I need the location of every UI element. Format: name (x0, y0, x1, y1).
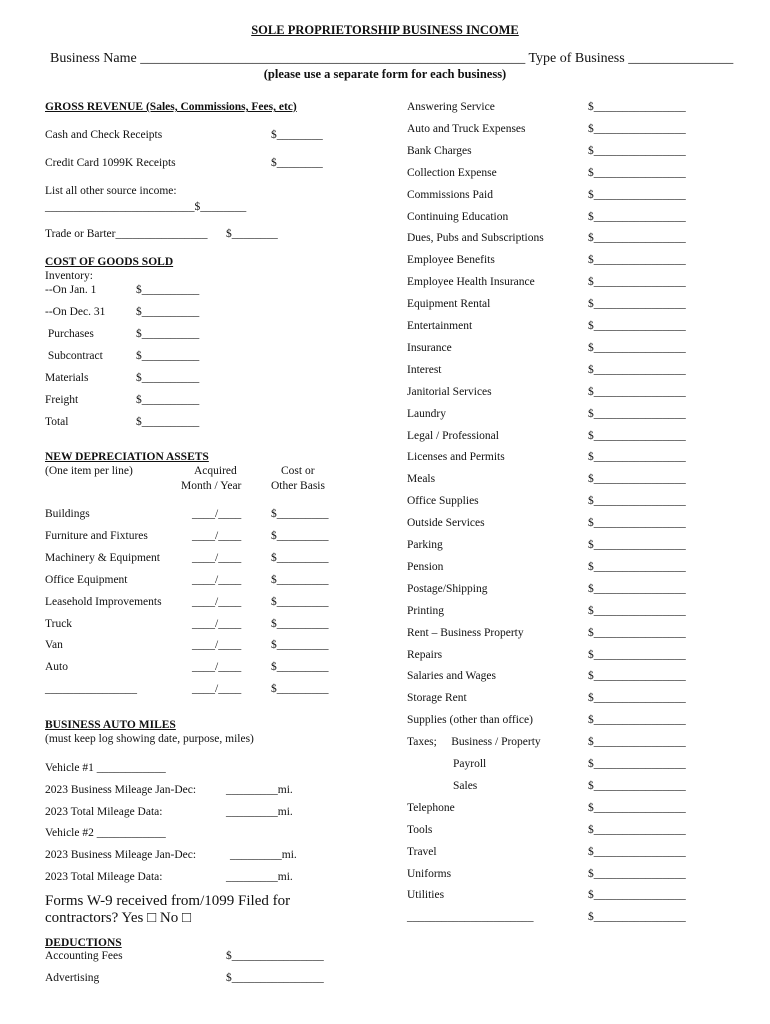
depreciation-row-date[interactable]: ____/____ (192, 508, 242, 520)
depreciation-row-date[interactable]: ____/____ (192, 683, 242, 696)
business-name-line[interactable]: Business Name _______________________________________________________ Type of Business _______________ (50, 51, 734, 66)
expense-row-label: ______________________ (407, 911, 534, 924)
expense-row-field[interactable]: $________________ (588, 626, 686, 639)
expense-row-label: Employee Health Insurance (407, 276, 535, 289)
expense-row-label: Outside Services (407, 517, 485, 530)
expense-row-field[interactable]: $________________ (588, 210, 686, 223)
expense-row-label: Legal / Professional (407, 429, 499, 442)
expense-row-field[interactable]: $________________ (588, 298, 686, 311)
auto-miles-header: BUSINESS AUTO MILES (45, 719, 176, 731)
depreciation-row-amount[interactable]: $_________ (271, 508, 329, 520)
expense-row-label: Utilities (407, 889, 445, 902)
v1-business-mileage-label: 2023 Business Mileage Jan-Dec: (45, 784, 197, 796)
depreciation-row-date[interactable]: ____/____ (192, 595, 242, 608)
expense-row-label: Payroll (453, 758, 487, 770)
expense-row-label: Storage Rent (407, 692, 467, 705)
expense-row-label: Office Supplies (407, 495, 479, 508)
depreciation-header: NEW DEPRECIATION ASSETS (45, 451, 209, 463)
expense-row-field[interactable]: $________________ (588, 517, 686, 530)
expense-row-field[interactable]: $________________ (588, 320, 686, 332)
expense-row-label: Entertainment (407, 320, 473, 332)
v2-total-mileage-field[interactable]: _________mi. (226, 871, 293, 883)
cogs-row-field[interactable]: $__________ (136, 350, 200, 362)
expense-row-field[interactable]: $________________ (588, 429, 686, 442)
depreciation-row-amount[interactable]: $_________ (271, 551, 329, 564)
expense-row-label: Parking (407, 539, 443, 551)
expense-row-field[interactable]: $________________ (588, 779, 686, 792)
expense-row-field[interactable]: $________________ (588, 736, 686, 749)
depreciation-row-date[interactable]: ____/____ (192, 573, 242, 586)
vehicle-2-field[interactable]: Vehicle #2 ____________ (45, 827, 166, 839)
expense-row-label: Dues, Pubs and Subscriptions (407, 232, 544, 245)
depreciation-row-amount[interactable]: $_________ (271, 595, 329, 608)
expense-row-label: Travel (407, 845, 437, 858)
deduction-row-label: Advertising (45, 972, 100, 984)
deduction-row-field[interactable]: $________________ (226, 972, 324, 984)
v1-total-mileage-label: 2023 Total Mileage Data: (45, 806, 163, 818)
depreciation-row-label: Van (45, 639, 63, 652)
expense-row-label: Bank Charges (407, 144, 472, 157)
cogs-row-label: Materials (45, 372, 89, 384)
expense-row-label: Tools (407, 823, 433, 836)
expense-row-field[interactable]: $________________ (588, 823, 686, 836)
depreciation-row-date[interactable]: ____/____ (192, 661, 242, 674)
cash-receipts-field[interactable]: $________ (271, 129, 323, 141)
cogs-row-field[interactable]: $__________ (136, 372, 200, 384)
expense-row-label: Printing (407, 604, 445, 617)
expense-row-field[interactable]: $________________ (588, 101, 686, 113)
depreciation-sub: (One item per line) (45, 465, 133, 477)
cogs-row-field[interactable]: $__________ (136, 306, 200, 318)
expense-row-label: Interest (407, 363, 442, 376)
depreciation-row-date[interactable]: ____/____ (192, 639, 242, 652)
cogs-row-label: Freight (45, 394, 79, 406)
other-income-label: List all other source income: (45, 185, 177, 197)
depreciation-row-date[interactable]: ____/____ (192, 551, 242, 564)
depreciation-row-amount[interactable]: $_________ (271, 639, 329, 652)
expense-row-label: Commissions Paid (407, 188, 493, 201)
expense-row-field[interactable]: $________________ (588, 363, 686, 376)
expense-row-label: Rent – Business Property (407, 626, 524, 639)
vehicle-1-field[interactable]: Vehicle #1 ____________ (45, 762, 166, 774)
cogs-row-label: --On Jan. 1 (45, 284, 97, 296)
expense-row-field[interactable]: $________________ (588, 188, 686, 201)
depreciation-row-label: Leasehold Improvements (45, 595, 162, 608)
expense-row-label: Employee Benefits (407, 254, 495, 267)
w9-question-checkboxes[interactable]: contractors? Yes □ No □ (45, 910, 192, 926)
gross-revenue-header: GROSS REVENUE (Sales, Commissions, Fees, etc) (45, 101, 297, 113)
expense-row-label: Licenses and Permits (407, 451, 505, 464)
expense-row-field[interactable]: $________________ (588, 122, 686, 135)
cogs-row-label: Subcontract (45, 350, 103, 362)
deductions-header: DEDUCTIONS (45, 937, 122, 949)
expense-row-field[interactable]: $________________ (588, 166, 686, 179)
expense-row-field[interactable]: $________________ (588, 604, 686, 617)
depreciation-row-label: Machinery & Equipment (45, 551, 160, 564)
form-subtitle: (please use a separate form for each business) (263, 67, 507, 81)
depreciation-row-date[interactable]: ____/____ (192, 529, 242, 542)
expense-row-field[interactable]: $________________ (588, 648, 686, 661)
cogs-row-field[interactable]: $__________ (136, 328, 200, 340)
month-year-col-header: Month / Year (181, 480, 242, 492)
cogs-row-label: --On Dec. 31 (45, 306, 106, 318)
v2-business-mileage-label: 2023 Business Mileage Jan-Dec: (45, 849, 197, 861)
expense-row-field[interactable]: $________________ (588, 254, 686, 267)
expense-row-field[interactable]: $________________ (588, 276, 686, 289)
deduction-row-field[interactable]: $________________ (226, 950, 324, 962)
expense-row-field[interactable]: $________________ (588, 714, 686, 727)
depreciation-row-label: Buildings (45, 508, 90, 520)
cogs-row-field[interactable]: $__________ (136, 394, 200, 406)
v1-business-mileage-field[interactable]: _________mi. (226, 784, 293, 796)
expense-row-label: Telephone (407, 801, 455, 814)
expense-row-field[interactable]: $________________ (588, 867, 686, 880)
expense-row-label: Uniforms (407, 867, 452, 880)
expense-row-label: Postage/Shipping (407, 582, 488, 595)
deduction-row-label: Accounting Fees (45, 950, 123, 962)
expense-row-label: Janitorial Services (407, 385, 492, 398)
expense-row-field[interactable]: $________________ (588, 582, 686, 595)
depreciation-row-amount[interactable]: $_________ (271, 661, 329, 674)
cogs-row-field[interactable]: $__________ (136, 416, 200, 428)
expense-row-field[interactable]: $________________ (588, 911, 686, 924)
expense-row-field[interactable]: $________________ (588, 889, 686, 902)
depreciation-row-date[interactable]: ____/____ (192, 617, 242, 630)
expense-row-label: Repairs (407, 648, 443, 661)
cogs-row-field[interactable]: $__________ (136, 284, 200, 296)
expense-row-field[interactable]: $________________ (588, 560, 686, 573)
expense-row-label: Supplies (other than office) (407, 714, 533, 727)
expense-row-field[interactable]: $________________ (588, 232, 686, 245)
expense-row-label: Sales (453, 779, 478, 792)
expense-row-label: Equipment Rental (407, 298, 491, 311)
expense-row-field[interactable]: $________________ (588, 758, 686, 770)
expense-row-label: Collection Expense (407, 166, 497, 179)
basis-col-header: Other Basis (271, 480, 325, 492)
barter-label[interactable]: Trade or Barter________________ (45, 228, 208, 240)
expense-row-field[interactable]: $________________ (588, 451, 686, 464)
expense-row-label: Laundry (407, 407, 446, 420)
cost-col-header: Cost or (281, 465, 315, 477)
depreciation-row-label: ________________ (45, 683, 137, 696)
v2-business-mileage-field[interactable]: _________mi. (230, 849, 297, 861)
expense-row-label: Insurance (407, 341, 452, 354)
depreciation-row-label: Office Equipment (45, 573, 128, 586)
acquired-col-header: Acquired (194, 465, 237, 477)
depreciation-row-label: Auto (45, 661, 68, 674)
inventory-label: Inventory: (45, 270, 93, 282)
depreciation-row-label: Truck (45, 617, 73, 630)
expense-row-field[interactable]: $________________ (588, 801, 686, 814)
expense-row-label: Auto and Truck Expenses (407, 122, 526, 135)
depreciation-row-label: Furniture and Fixtures (45, 529, 148, 542)
expense-row-field[interactable]: $________________ (588, 845, 686, 858)
expense-row-field[interactable]: $________________ (588, 692, 686, 705)
depreciation-row-amount[interactable]: $_________ (271, 573, 329, 586)
expense-row-field[interactable]: $________________ (588, 495, 686, 508)
expense-row-field[interactable]: $________________ (588, 539, 686, 551)
expense-row-label: Taxes; Business / Property (407, 736, 541, 749)
expense-row-field[interactable]: $________________ (588, 407, 686, 420)
depreciation-row-amount[interactable]: $_________ (271, 617, 329, 630)
v2-total-mileage-label: 2023 Total Mileage Data: (45, 871, 163, 883)
auto-miles-sub: (must keep log showing date, purpose, miles) (45, 733, 254, 745)
expense-row-label: Meals (407, 473, 436, 486)
expense-row-field[interactable]: $________________ (588, 473, 686, 486)
expense-row-field[interactable]: $________________ (588, 385, 686, 398)
depreciation-row-amount[interactable]: $_________ (271, 683, 329, 696)
expense-row-field[interactable]: $________________ (588, 670, 686, 683)
depreciation-row-amount[interactable]: $_________ (271, 529, 329, 542)
expense-row-field[interactable]: $________________ (588, 341, 686, 354)
expense-row-label: Salaries and Wages (407, 670, 496, 683)
card-receipts-field[interactable]: $________ (271, 157, 323, 169)
expense-row-label: Continuing Education (407, 210, 509, 223)
form-title: SOLE PROPRIETORSHIP BUSINESS INCOME (251, 23, 519, 37)
cogs-header: COST OF GOODS SOLD (45, 256, 174, 268)
v1-total-mileage-field[interactable]: _________mi. (226, 806, 293, 818)
cogs-row-label: Purchases (45, 328, 94, 340)
expense-row-field[interactable]: $________________ (588, 144, 686, 157)
expense-row-label: Answering Service (407, 101, 495, 113)
barter-field[interactable]: $________ (226, 228, 278, 240)
cash-receipts-label: Cash and Check Receipts (45, 129, 163, 141)
w9-question-line1: Forms W-9 received from/1099 Filed for (45, 893, 291, 909)
expense-row-label: Pension (407, 560, 444, 573)
cogs-row-label: Total (45, 416, 69, 428)
card-receipts-label: Credit Card 1099K Receipts (45, 157, 176, 169)
other-income-field[interactable]: __________________________$________ (45, 201, 247, 213)
